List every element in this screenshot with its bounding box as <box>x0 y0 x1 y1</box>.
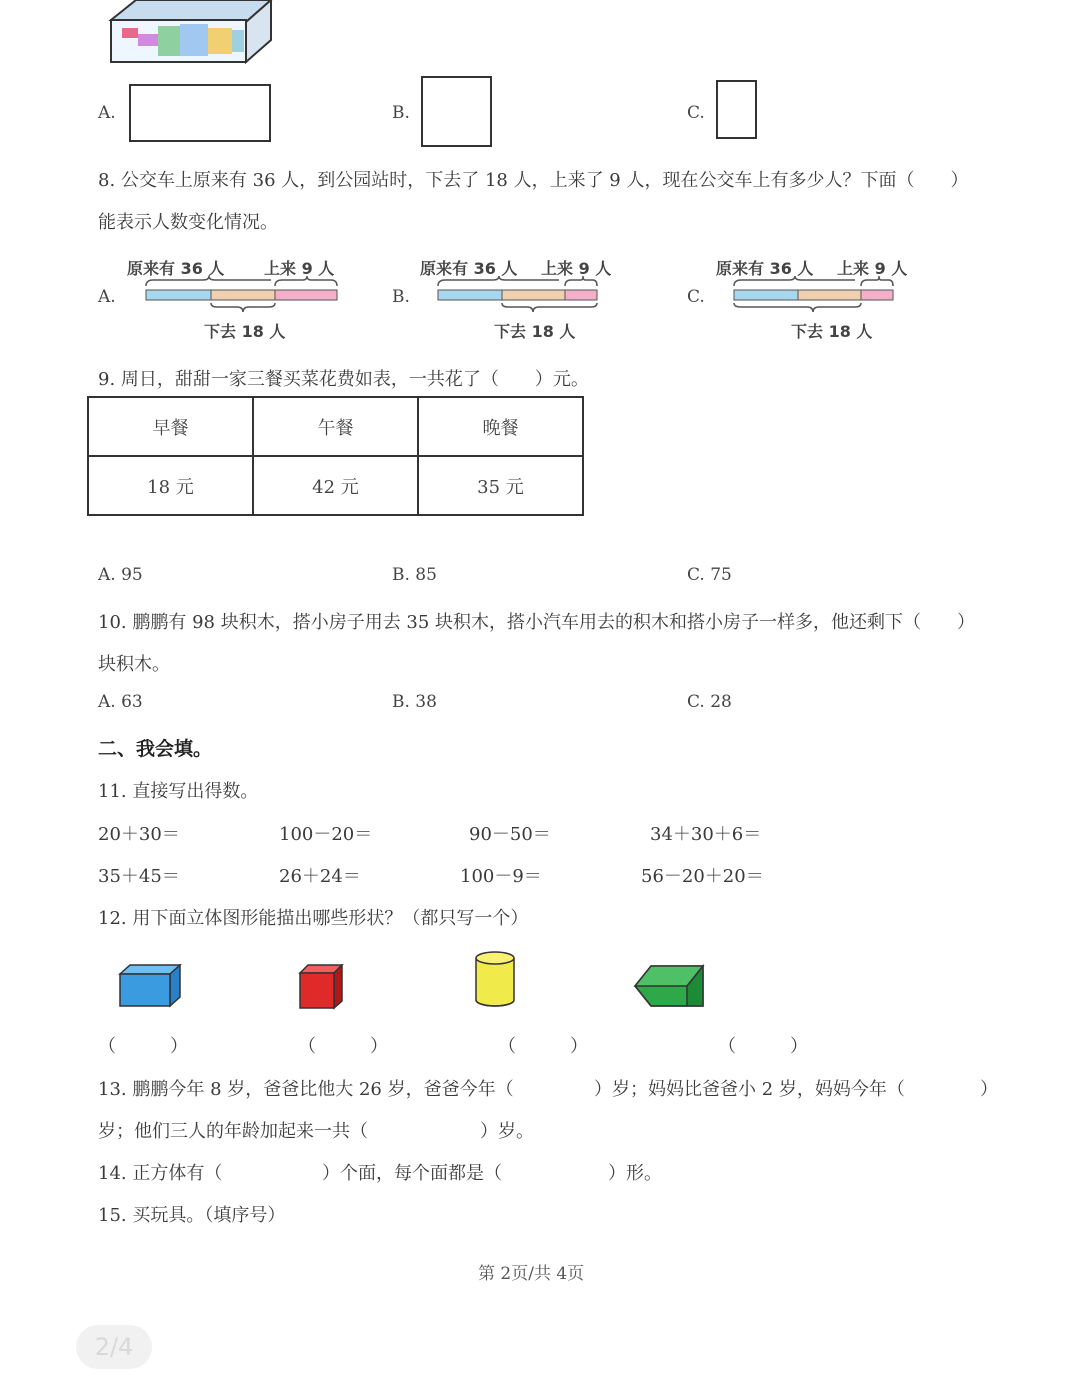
table-cell: 42 元 <box>253 456 418 515</box>
q12-blank-1[interactable]: （ ） <box>98 1036 188 1057</box>
table-cell: 18 元 <box>88 456 253 515</box>
q11-expr-5[interactable]: 35＋45＝ <box>98 866 180 887</box>
q9-question: 9. 周日，甜甜一家三餐买菜花费如表，一共花了（ ）元。 <box>98 369 589 390</box>
q13-line2-part2: ）岁。 <box>480 1121 534 1142</box>
q8-a-top-label: 原来有 36 人 <box>127 259 225 278</box>
table-header-cell: 晚餐 <box>418 397 583 456</box>
q7-option-c-letter[interactable]: C. <box>687 103 705 123</box>
q8-b-bottom-label: 下去 18 人 <box>494 322 576 341</box>
q11-expr-2[interactable]: 100－20＝ <box>279 824 373 845</box>
q11-expr-6[interactable]: 26＋24＝ <box>279 866 361 887</box>
q8-question-line2: 能表示人数变化情况。 <box>98 212 278 233</box>
q7-option-b-letter[interactable]: B. <box>392 103 410 123</box>
q11-expr-8[interactable]: 56－20＋20＝ <box>641 866 764 887</box>
q8-option-c-letter[interactable]: C. <box>687 287 705 307</box>
q14-part1: 14. 正方体有（ <box>98 1163 223 1184</box>
section-2-title: 二、我会填。 <box>98 738 213 760</box>
page-indicator[interactable]: 2/4 <box>76 1325 152 1369</box>
table-row <box>88 456 583 515</box>
q15-question: 15. 买玩具。（填序号） <box>98 1205 286 1226</box>
yellow-cylinder-icon <box>474 950 516 1012</box>
q11-expr-7[interactable]: 100－9＝ <box>460 866 542 887</box>
q7-option-a-letter[interactable]: A. <box>98 103 116 123</box>
q9-meal-cost-table <box>87 396 584 516</box>
q11-expr-1[interactable]: 20＋30＝ <box>98 824 180 845</box>
q8-b-top-label: 原来有 36 人 <box>420 259 518 278</box>
q8-b-bar-diagram[interactable] <box>437 276 601 316</box>
red-cube-icon <box>298 964 344 1014</box>
q7-option-b-square[interactable] <box>421 76 492 147</box>
table-cell: 35 元 <box>418 456 583 515</box>
q9-option-b[interactable]: B. 85 <box>392 565 437 585</box>
q8-option-a-letter[interactable]: A. <box>98 287 116 307</box>
q13-line1-part2: ）岁；妈妈比爸爸小 2 岁，妈妈今年（ <box>594 1079 905 1100</box>
q12-blank-3[interactable]: （ ） <box>498 1036 588 1057</box>
q8-a-bottom-label: 下去 18 人 <box>204 322 286 341</box>
q13-line1-part3: ） <box>980 1079 998 1100</box>
q11-question: 11. 直接写出得数。 <box>98 781 259 802</box>
q14-part3: ）形。 <box>608 1163 662 1184</box>
q8-b-topright-label: 上来 9 人 <box>541 259 612 278</box>
q13-line1-part1: 13. 鹏鹏今年 8 岁，爸爸比他大 26 岁，爸爸今年（ <box>98 1079 514 1100</box>
q10-question-line2: 块积木。 <box>98 654 170 675</box>
q8-option-b-letter[interactable]: B. <box>392 287 410 307</box>
q9-option-c[interactable]: C. 75 <box>687 565 732 585</box>
q8-question-line1: 8. 公交车上原来有 36 人，到公园站时，下去了 18 人，上来了 9 人，现在公交车上有多少人？下面（ ） <box>98 170 969 191</box>
q8-c-top-label: 原来有 36 人 <box>716 259 814 278</box>
q12-blank-2[interactable]: （ ） <box>298 1036 388 1057</box>
q10-option-c[interactable]: C. 28 <box>687 692 732 712</box>
q12-blank-4[interactable]: （ ） <box>718 1036 808 1057</box>
q8-c-bottom-label: 下去 18 人 <box>791 322 873 341</box>
q14-part2: ）个面，每个面都是（ <box>322 1163 502 1184</box>
q12-question: 12. 用下面立体图形能描出哪些形状？（都只写一个） <box>98 908 529 929</box>
q10-option-a[interactable]: A. 63 <box>98 692 143 712</box>
blue-cuboid-icon <box>118 964 182 1012</box>
q8-a-topright-label: 上来 9 人 <box>264 259 335 278</box>
green-prism-icon <box>633 964 705 1012</box>
q11-expr-4[interactable]: 34＋30＋6＝ <box>650 824 762 845</box>
q8-a-bar-diagram[interactable] <box>145 276 341 316</box>
table-header-cell: 早餐 <box>88 397 253 456</box>
q11-expr-3[interactable]: 90－50＝ <box>469 824 551 845</box>
table-header-row <box>88 397 583 456</box>
q9-option-a[interactable]: A. 95 <box>98 565 143 585</box>
q8-c-bar-diagram[interactable] <box>733 276 897 316</box>
cuboid-box-image <box>108 0 273 64</box>
q7-option-a-rectangle[interactable] <box>129 84 271 142</box>
q10-question-line1: 10. 鹏鹏有 98 块积木，搭小房子用去 35 块积木，搭小汽车用去的积木和搭小房子一样多，他还剩下（ ） <box>98 612 976 633</box>
q13-line2-part1: 岁；他们三人的年龄加起来一共（ <box>98 1121 368 1142</box>
q10-option-b[interactable]: B. 38 <box>392 692 437 712</box>
q8-c-topright-label: 上来 9 人 <box>837 259 908 278</box>
table-header-cell: 午餐 <box>253 397 418 456</box>
page-footer: 第 2页/共 4页 <box>478 1264 585 1284</box>
q7-option-c-rectangle[interactable] <box>716 80 757 139</box>
